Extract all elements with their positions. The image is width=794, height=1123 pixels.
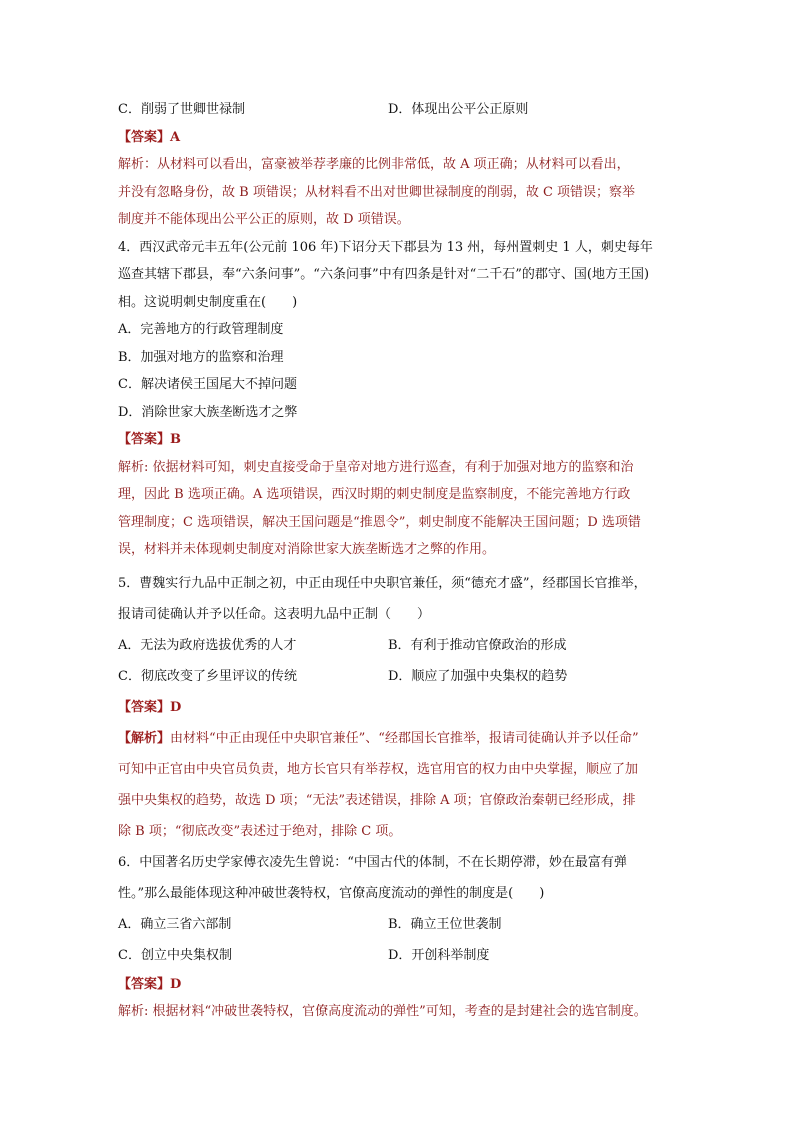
q4-stem-line-2: 巡查其辖下郡县，奉“六条问事”。“六条问事”中有四条是针对“二千石”的郡守、国(地方王国) — [118, 267, 650, 282]
q5-stem-line-1: 5．曹魏实行九品中正制之初，中正由现任中央职官兼任，须“德充才盛”，经郡国长官推举， — [118, 575, 647, 591]
q6-options-row-1 — [118, 909, 678, 940]
q5-option-a: A．无法为政府选拔优秀的人才 — [118, 637, 297, 653]
answer-label: 【答案】 — [118, 432, 171, 447]
q5-option-d: D．顺应了加强中央集权的趋势 — [388, 668, 568, 684]
q6-option-b: B．确立王位世袭制 — [388, 916, 502, 932]
answer-label: 【答案】 — [118, 699, 171, 715]
answer-value: D — [170, 699, 182, 715]
q4-option-a: A．完善地方的行政管理制度 — [118, 322, 284, 337]
q6-options-row-2 — [118, 940, 678, 971]
prev-analysis-line-2: 并没有忽略身份，故 B 项错误；从材料看不出对世卿世禄制度的削弱，故 C 项错误；察举 — [118, 184, 636, 200]
q5-option-b: B．有利于推动官僚政治的形成 — [388, 637, 567, 653]
q4-stem-line-3: 相。这说明刺史制度重在( ) — [118, 294, 298, 310]
q5-analysis-line-1 — [118, 723, 678, 754]
q6-option-c: C．创立中央集权制 — [118, 947, 232, 963]
q5-stem-line-2: 报请司徒确认并予以任命。这表明九品中正制（ ） — [118, 606, 431, 622]
q6-stem-line-1: 6．中国著名历史学家傅衣凌先生曾说：“中国古代的体制，不在长期停滞，妙在最富有弹 — [118, 854, 627, 870]
q5-analysis-line-2: 可知中正官由中央官员负责，地方长官只有举荐权，选官用官的权力由中央掌握，顺应了加 — [118, 761, 639, 777]
prev-option-d: D．体现出公平公正原则 — [388, 102, 529, 117]
answer-value: D — [170, 976, 182, 992]
prev-answer — [118, 124, 678, 152]
answer-value: B — [170, 432, 182, 447]
q4-option-d: D．消除世家大族垄断选才之弊 — [118, 404, 298, 420]
q4-analysis-line-1: 解析: 依据材料可知，刺史直接受命于皇帝对地方进行巡查，有利于加强对地方的监察和治 — [118, 459, 634, 475]
q4-analysis-line-4: 误，材料并未体现刺史制度对消除世家大族垄断选才之弊的作用。 — [118, 542, 496, 557]
q6-analysis-line-1: 解析: 根据材料“冲破世袭特权，官僚高度流动的弹性”可知，考查的是封建社会的选官制度。 — [118, 1004, 647, 1019]
prev-option-c: C．削弱了世卿世禄制 — [118, 102, 245, 117]
q6-answer — [118, 971, 678, 999]
document-page — [118, 96, 678, 1026]
q4-option-b: B．加强对地方的监察和治理 — [118, 349, 284, 365]
q4-analysis-line-2: 理，因此 B 选项正确。A 选项错误，西汉时期的刺史制度是监察制度，不能完善地方行政 — [118, 487, 631, 502]
analysis-text: 由材料“中正由现任中央职官兼任”、“经郡国长官推举，报请司徒确认并予以任命” — [170, 730, 639, 746]
prev-options-row — [118, 96, 678, 124]
answer-value: A — [170, 129, 181, 145]
q6-option-a: A．确立三省六部制 — [118, 916, 232, 932]
answer-label: 【答案】 — [118, 129, 171, 145]
q5-answer — [118, 692, 678, 723]
answer-label: 【答案】 — [118, 976, 171, 992]
q4-answer — [118, 426, 678, 454]
analysis-label: 【解析】 — [118, 730, 171, 746]
q5-options-row-1 — [118, 630, 678, 661]
q5-option-c: C．彻底改变了乡里评议的传统 — [118, 668, 297, 684]
prev-analysis-line-1: 解析：从材料可以看出，富豪被举荐孝廉的比例非常低，故 A 项正确；从材料可以看出， — [118, 157, 630, 172]
q5-analysis-line-3: 强中央集权的趋势，故选 D 项；“无法”表述错误，排除 A 项；官僚政治秦朝已经形成，排 — [118, 792, 636, 808]
q4-stem-line-1: 4．西汉武帝元丰五年(公元前 106 年)下诏分天下郡县为 13 州，每州置刺史 1 人，刺史每年 — [118, 239, 653, 255]
q4-option-c: C．解决诸侯王国尾大不掉问题 — [118, 377, 297, 392]
q4-analysis-line-3: 管理制度；C 选项错误，解决王国问题是“推恩令”，刺史制度不能解决王国问题；D 选项错 — [118, 514, 641, 530]
q5-options-row-2 — [118, 661, 678, 692]
q6-stem-line-2: 性。”那么最能体现这种冲破世袭特权，官僚高度流动的弹性的制度是( ) — [118, 885, 545, 901]
q5-analysis-line-4: 除 B 项；“彻底改变”表述过于绝对，排除 C 项。 — [118, 823, 402, 839]
q6-option-d: D．开创科举制度 — [388, 947, 490, 963]
prev-analysis-line-3: 制度并不能体现出公平公正的原则，故 D 项错误。 — [118, 212, 410, 227]
